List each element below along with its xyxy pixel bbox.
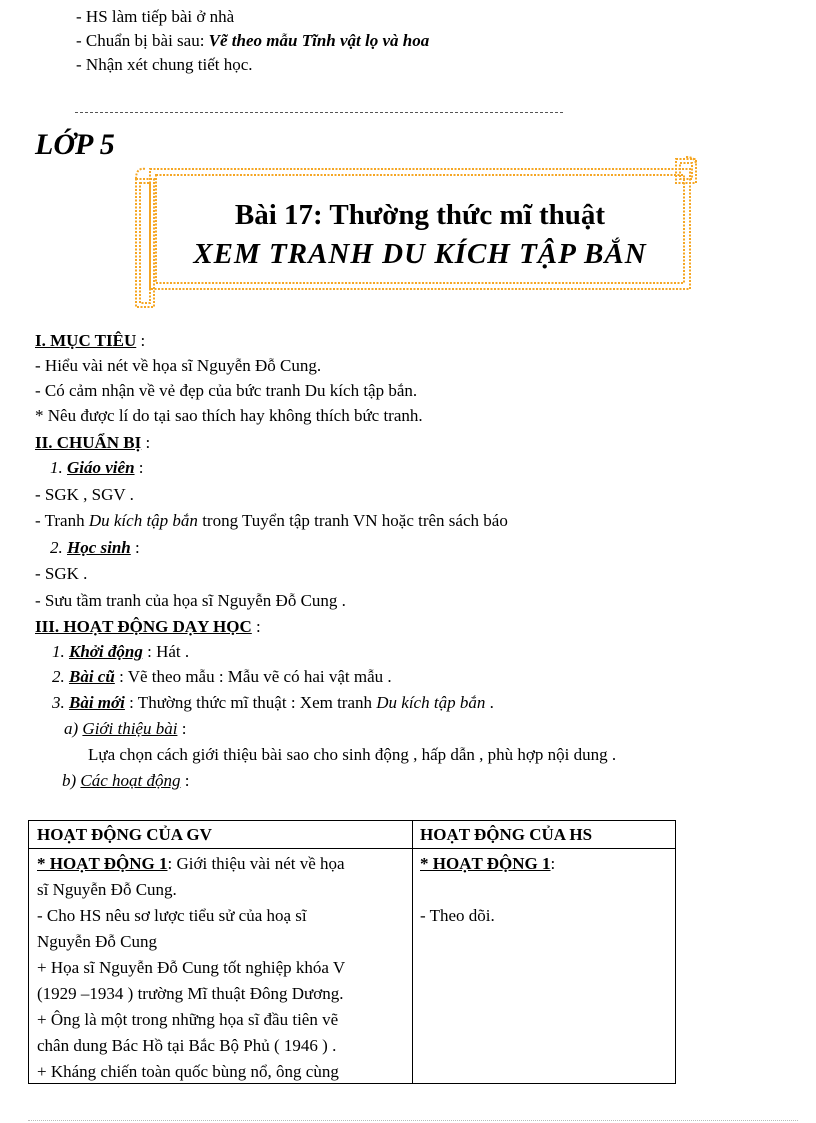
dash-separator [75, 112, 563, 113]
teacher-heading [50, 457, 144, 479]
step-3-label: Bài mới [69, 693, 125, 712]
sub-a-num: a) [64, 719, 83, 738]
objective-1: - Hiểu vài nét về họa sĩ Nguyễn Đỗ Cung. [35, 356, 322, 375]
sub-a-label: Giới thiệu bài [82, 719, 178, 738]
grade-heading: LỚP 5 [35, 128, 115, 161]
teacher-label: Giáo viên [67, 458, 135, 477]
step-1-label: Khởi động [69, 642, 143, 661]
section-2-title: II. CHUẨN BỊ [35, 433, 142, 452]
gv-line-2: - Cho HS nêu sơ lược tiểu sử của hoạ sĩ [37, 906, 307, 925]
step-2-text: : Vẽ theo mẫu : Mẫu vẽ có hai vật mẫu . [114, 667, 392, 686]
step-2 [52, 666, 392, 688]
hs-activity-1-colon: : [550, 854, 556, 873]
section-1-heading [35, 330, 145, 352]
sub-b-num: b) [62, 771, 81, 790]
intro-line-2 [76, 30, 429, 52]
section-1-title: I. MỤC TIÊU [35, 331, 137, 350]
sub-a-text: Lựa chọn cách giới thiệu bài sao cho sinh động , hấp dẫn , phù hợp nội dung . [88, 745, 617, 764]
student-item-2: - Sưu tầm tranh của họa sĩ Nguyễn Đỗ Cung . [35, 591, 346, 610]
student-colon: : [130, 538, 140, 557]
intro-line-1: - HS làm tiếp bài ở nhà [76, 7, 235, 26]
gv-activity-1-line [37, 851, 345, 877]
table-column-divider [412, 821, 413, 1083]
hs-line-1: - Theo dõi. [420, 906, 495, 925]
step-3-end: . [485, 693, 494, 712]
header-student-activity: HOẠT ĐỘNG CỦA HS [420, 825, 593, 844]
lesson-subtitle: XEM TRANH DU KÍCH TẬP BẮN [193, 238, 647, 270]
step-1-text: : Hát . [142, 642, 190, 661]
sub-b-heading [62, 770, 190, 792]
sub-a-colon: : [177, 719, 187, 738]
teacher-item-2-prefix: - Tranh [35, 511, 89, 530]
step-3-text: : Thường thức mĩ thuật : Xem tranh [124, 693, 377, 712]
gv-activity-1-label: * HOẠT ĐỘNG 1 [37, 854, 168, 873]
lesson-title: Bài 17: Thường thức mĩ thuật [234, 199, 606, 231]
objective-3: * Nêu được lí do tại sao thích hay không thích bức tranh. [35, 406, 423, 425]
step-2-num: 2. [52, 667, 69, 686]
hs-activity-1-line [420, 851, 555, 877]
student-label: Học sinh [67, 538, 131, 557]
step-3-num: 3. [52, 693, 69, 712]
table-header-divider [29, 848, 675, 849]
section-3-title: III. HOẠT ĐỘNG DẠY HỌC [35, 617, 252, 636]
intro-line-2-prefix: - Chuẩn bị bài sau: [76, 31, 209, 50]
teacher-num: 1. [50, 458, 67, 477]
step-3 [52, 692, 494, 714]
scroll-frame-icon [130, 155, 700, 315]
objective-2: - Có cảm nhận về vẻ đẹp của bức tranh Du kích tập bắn. [35, 381, 418, 400]
page-bottom-divider [28, 1120, 798, 1121]
teacher-colon: : [134, 458, 144, 477]
section-2-colon: : [141, 433, 151, 452]
gv-activity-1-text: : Giới thiệu vài nét về họa [167, 854, 345, 873]
gv-line-8: + Kháng chiến toàn quốc bùng nổ, ông cùng [37, 1062, 339, 1081]
student-heading [50, 537, 140, 559]
gv-line-1-text: sĩ Nguyễn Đỗ Cung. [37, 880, 177, 899]
step-2-label: Bài cũ [69, 667, 115, 686]
section-2-heading [35, 432, 150, 454]
step-3-painting: Du kích tập bắn [376, 693, 486, 712]
header-teacher-activity: HOẠT ĐỘNG CỦA GV [37, 825, 212, 844]
gv-line-5: (1929 –1934 ) trường Mĩ thuật Đông Dương. [37, 984, 344, 1003]
next-lesson-title: Vẽ theo mẫu Tĩnh vật lọ và hoa [208, 31, 430, 50]
gv-line-7: chân dung Bác Hồ tại Bắc Bộ Phủ ( 1946 ) . [37, 1036, 337, 1055]
student-num: 2. [50, 538, 67, 557]
sub-b-colon: : [180, 771, 190, 790]
painting-name: Du kích tập bắn [88, 511, 198, 530]
teacher-item-2-suffix: trong Tuyển tập tranh VN hoặc trên sách báo [197, 511, 508, 530]
sub-a-heading [64, 718, 186, 740]
hs-activity-1-label: * HOẠT ĐỘNG 1 [420, 854, 551, 873]
gv-line-3: Nguyễn Đỗ Cung [37, 932, 157, 951]
step-1 [52, 641, 189, 663]
intro-line-3: - Nhận xét chung tiết học. [76, 55, 253, 74]
section-3-colon: : [251, 617, 261, 636]
teacher-item-2 [35, 510, 508, 532]
section-3-heading [35, 616, 261, 638]
activity-table [28, 820, 676, 1084]
gv-line-6: + Ông là một trong những họa sĩ đầu tiên vẽ [37, 1010, 339, 1029]
step-1-num: 1. [52, 642, 69, 661]
teacher-item-1: - SGK , SGV . [35, 485, 134, 504]
sub-b-label: Các hoạt động [80, 771, 181, 790]
gv-line-4: + Họa sĩ Nguyễn Đỗ Cung tốt nghiệp khóa V [37, 958, 346, 977]
student-item-1: - SGK . [35, 564, 88, 583]
title-scroll-banner [130, 155, 700, 315]
section-1-colon: : [136, 331, 146, 350]
gv-line-1 [37, 877, 177, 903]
